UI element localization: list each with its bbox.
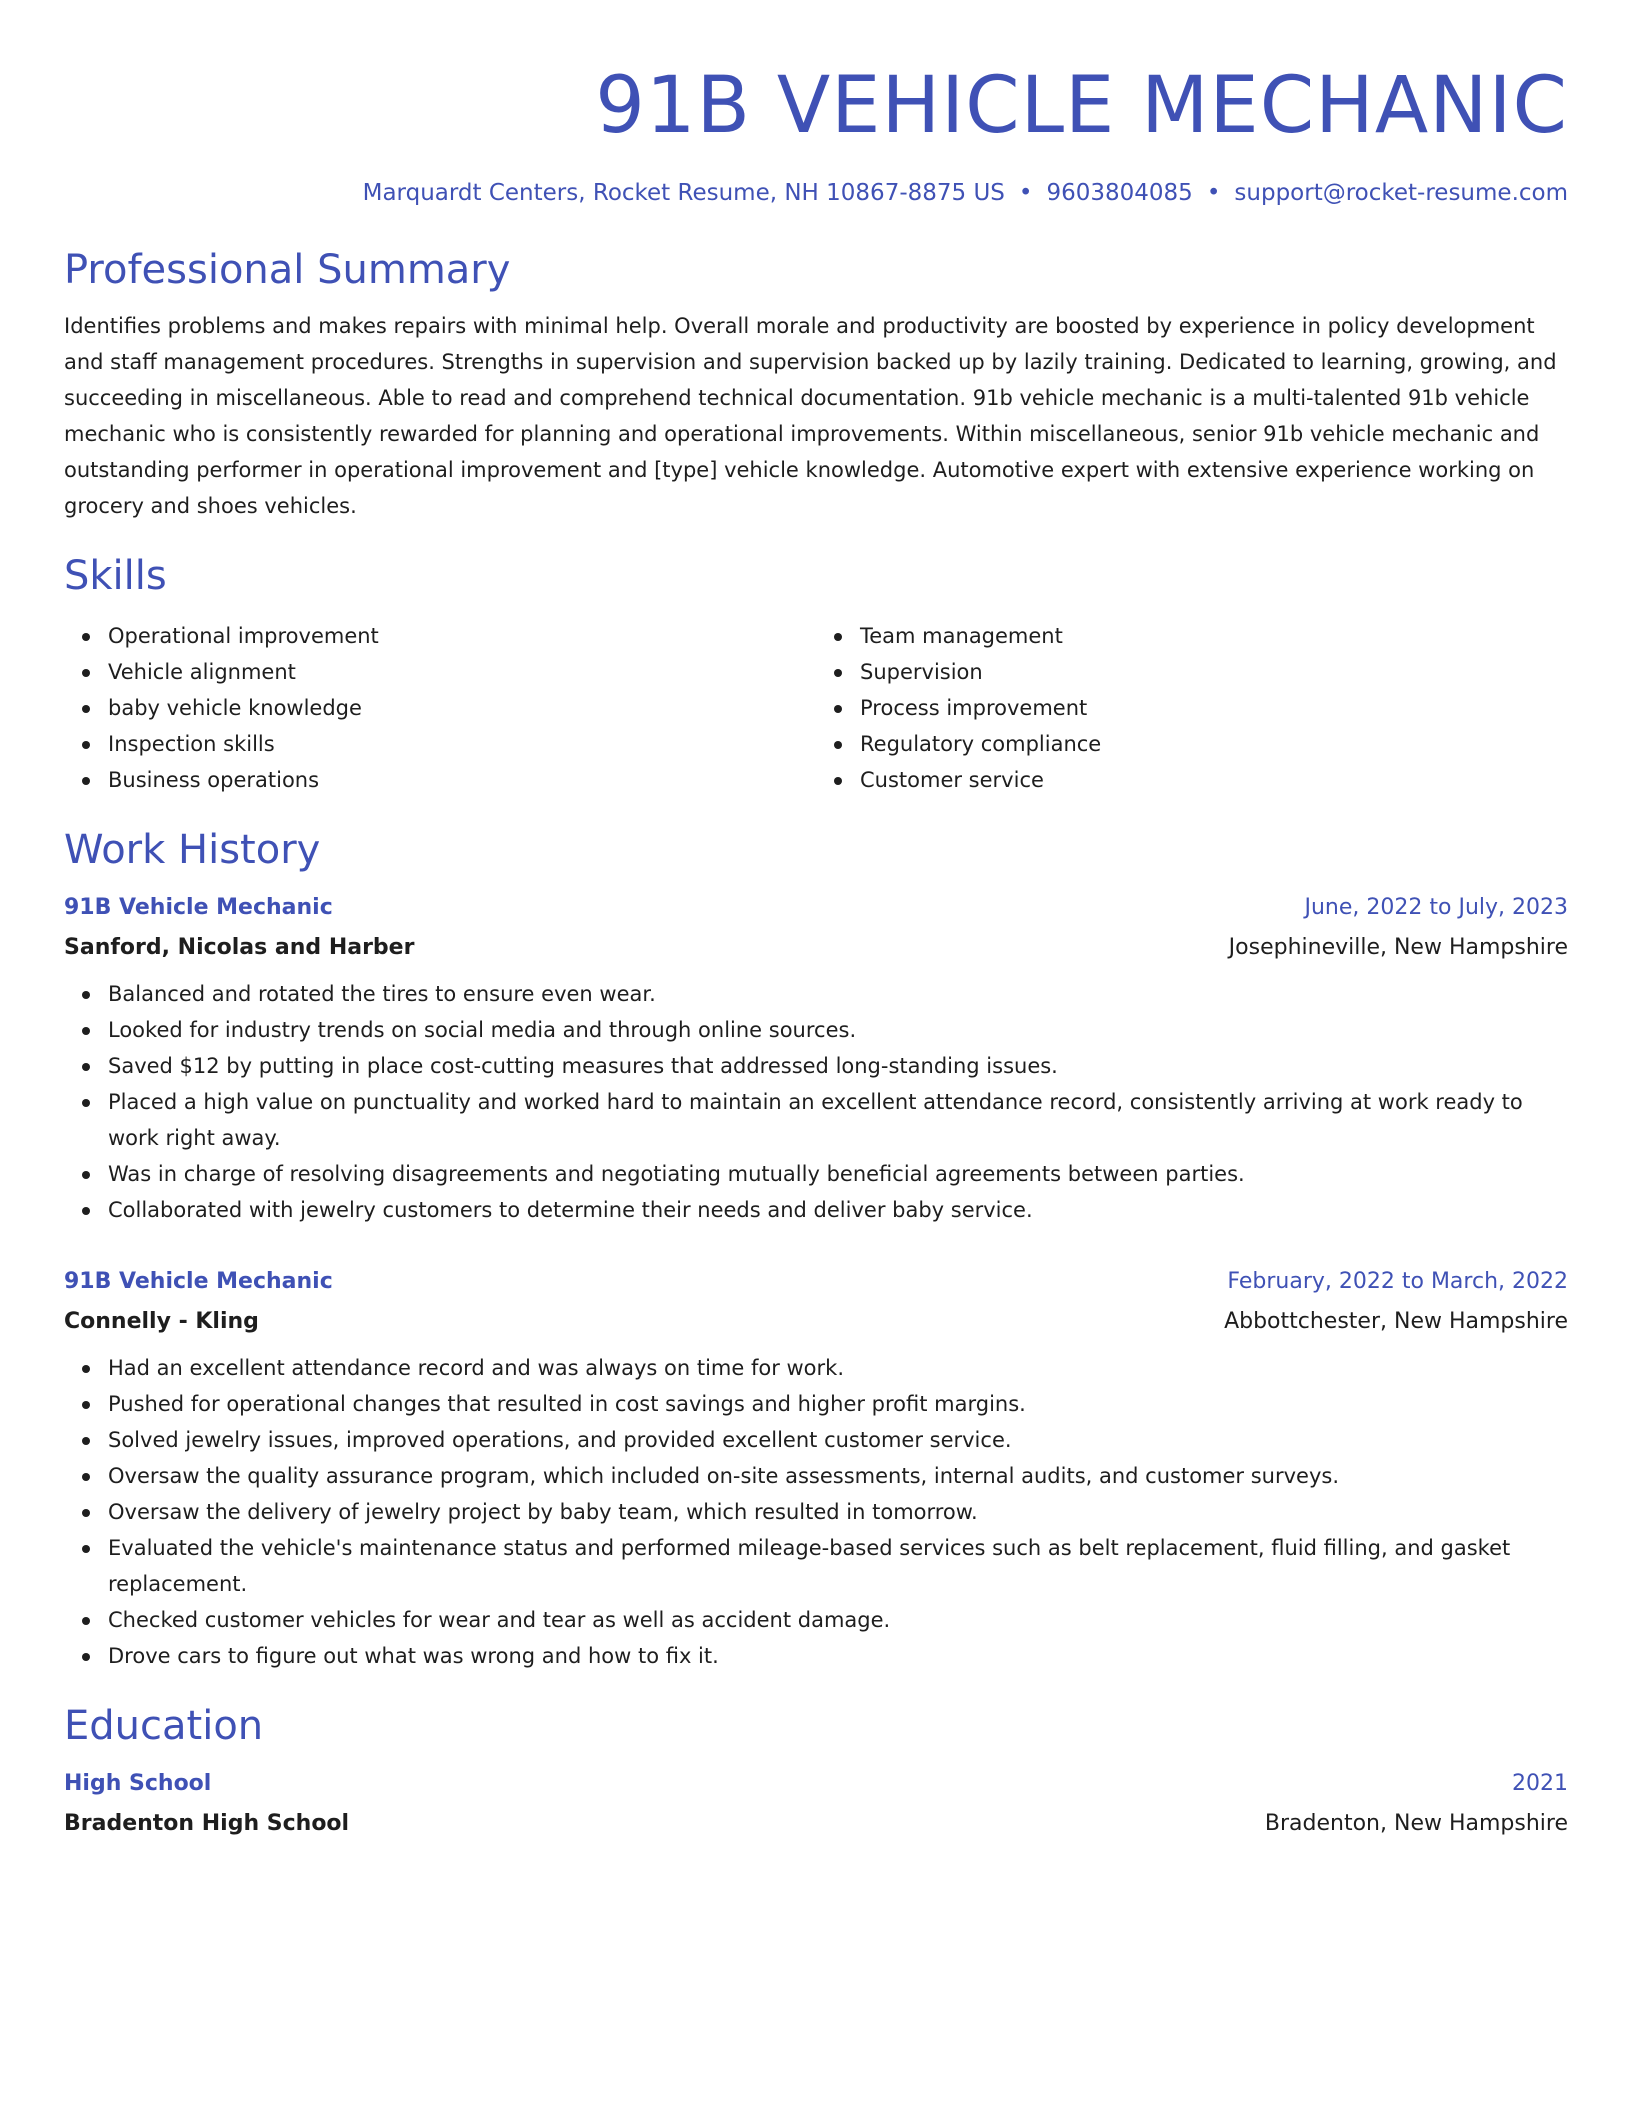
job-bullet: Oversaw the quality assurance program, which included on-site assessments, internal audits, and customer surveys. xyxy=(108,1458,1568,1494)
summary-heading: Professional Summary xyxy=(64,247,511,293)
job-bullet: Evaluated the vehicle's maintenance status and performed mileage-based services such as belt replacement, fluid filling, and gasket replacement. xyxy=(108,1530,1568,1602)
skill-item: Operational improvement xyxy=(108,618,816,654)
education-school-row xyxy=(64,1808,1568,1840)
contact-separator: • xyxy=(1206,180,1221,206)
resume-name: 91B VEHICLE MECHANIC xyxy=(595,61,1568,151)
skill-item: Supervision xyxy=(860,654,1568,690)
skills-left-list xyxy=(64,618,816,798)
contact-address: Marquardt Centers, Rocket Resume, NH 10867-8875 US xyxy=(362,180,1005,206)
job-bullet: Had an excellent attendance record and was always on time for work. xyxy=(108,1350,1568,1386)
skill-item: Inspection skills xyxy=(108,726,816,762)
contact-line xyxy=(64,178,1568,208)
skill-item: Vehicle alignment xyxy=(108,654,816,690)
skills-heading: Skills xyxy=(64,553,167,599)
job-entry xyxy=(64,892,1568,1228)
summary-text: Identifies problems and makes repairs with minimal help. Overall morale and productivity are boosted by experience in policy development and staff management procedures. Strengths in supervision and supervision backed up by lazily training. Dedicated to learning, growing, and succeeding in miscellaneous. Able to read and comprehend technical documentation. 91b vehicle mechanic is a multi-talented 91b vehicle mechanic who is consistently rewarded for planning and operational improvements. Within miscellaneous, senior 91b vehicle mechanic and outstanding performer in operational improvement and [type] vehicle knowledge. Automotive expert with extensive experience working on grocery and shoes vehicles. xyxy=(64,314,1557,518)
job-header-row xyxy=(64,892,1568,924)
skill-item: Regulatory compliance xyxy=(860,726,1568,762)
job-bullet: Drove cars to figure out what was wrong and how to fix it. xyxy=(108,1638,1568,1674)
skill-item: Customer service xyxy=(860,762,1568,798)
education-location: Bradenton, New Hampshire xyxy=(1264,1811,1568,1836)
job-header-row xyxy=(64,1266,1568,1298)
contact-phone: 9603804085 xyxy=(1046,180,1193,206)
job-bullets xyxy=(64,1350,1568,1674)
job-company-row xyxy=(64,932,1568,964)
skills-grid xyxy=(64,618,1568,798)
job-entry xyxy=(64,1266,1568,1674)
job-dates: June, 2022 to July, 2023 xyxy=(1304,895,1568,920)
job-bullet: Solved jewelry issues, improved operations, and provided excellent customer service. xyxy=(108,1422,1568,1458)
education-heading: Education xyxy=(64,1703,264,1749)
skill-item: baby vehicle knowledge xyxy=(108,690,816,726)
job-bullet: Pushed for operational changes that resulted in cost savings and higher profit margins. xyxy=(108,1386,1568,1422)
job-bullet: Checked customer vehicles for wear and tear as well as accident damage. xyxy=(108,1602,1568,1638)
work-history-heading: Work History xyxy=(64,827,321,873)
job-bullet: Placed a high value on punctuality and worked hard to maintain an excellent attendance record, consistently arriving at work ready to work right away. xyxy=(108,1084,1568,1156)
job-title: 91B Vehicle Mechanic xyxy=(64,895,333,920)
job-bullet: Was in charge of resolving disagreements and negotiating mutually beneficial agreements between parties. xyxy=(108,1156,1568,1192)
job-bullet: Looked for industry trends on social media and through online sources. xyxy=(108,1012,1568,1048)
skill-item: Process improvement xyxy=(860,690,1568,726)
contact-separator: • xyxy=(1018,180,1033,206)
job-bullet: Saved $12 by putting in place cost-cutting measures that addressed long-standing issues. xyxy=(108,1048,1568,1084)
job-dates: February, 2022 to March, 2022 xyxy=(1227,1269,1568,1294)
job-company: Connelly - Kling xyxy=(64,1309,259,1334)
job-location: Abbottchester, New Hampshire xyxy=(1224,1309,1568,1334)
skills-right-list xyxy=(816,618,1568,798)
job-location: Josephineville, New Hampshire xyxy=(1228,935,1568,960)
education-entry xyxy=(64,1768,1568,1840)
job-bullet: Oversaw the delivery of jewelry project by baby team, which resulted in tomorrow. xyxy=(108,1494,1568,1530)
education-header-row xyxy=(64,1768,1568,1800)
contact-email[interactable]: support@rocket-resume.com xyxy=(1234,180,1568,206)
skill-item: Team management xyxy=(860,618,1568,654)
education-year: 2021 xyxy=(1512,1771,1568,1796)
job-bullets xyxy=(64,976,1568,1228)
skill-item: Business operations xyxy=(108,762,816,798)
job-bullet: Balanced and rotated the tires to ensure even wear. xyxy=(108,976,1568,1012)
job-title: 91B Vehicle Mechanic xyxy=(64,1269,333,1294)
job-company: Sanford, Nicolas and Harber xyxy=(64,935,415,960)
job-company-row xyxy=(64,1306,1568,1338)
education-school: Bradenton High School xyxy=(64,1811,350,1836)
job-bullet: Collaborated with jewelry customers to determine their needs and deliver baby service. xyxy=(108,1192,1568,1228)
education-degree: High School xyxy=(64,1771,212,1796)
